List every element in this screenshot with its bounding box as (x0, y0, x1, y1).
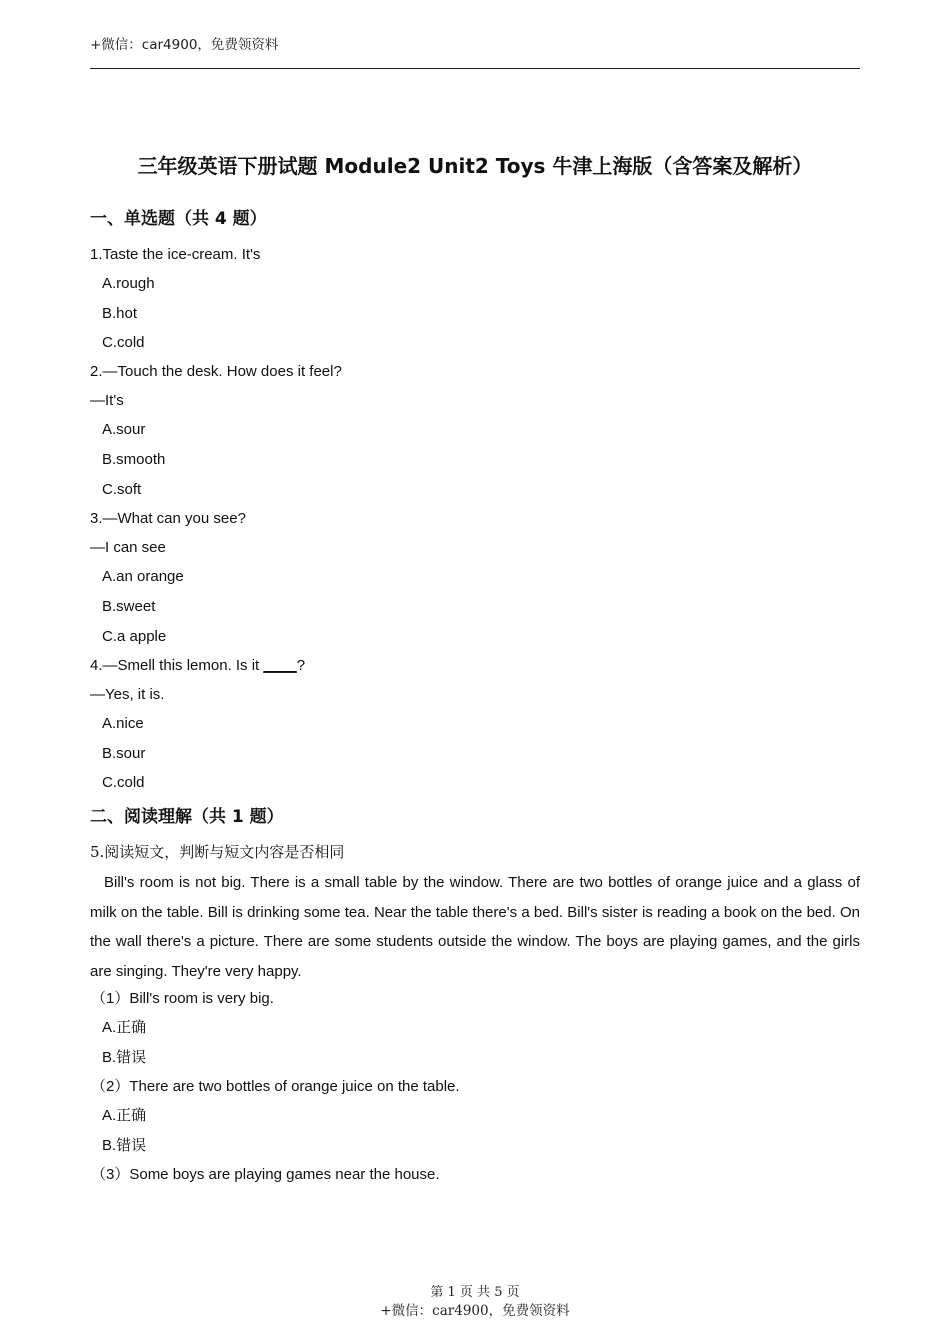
reading-item-2: （2）There are two bottles of orange juice on the table. (91, 1078, 460, 1095)
reading-item-1: （1）Bill's room is very big. (91, 990, 274, 1007)
reading-item-1-option-b: B.错误 (102, 1049, 147, 1066)
question-4-stem (90, 656, 305, 676)
question-2-reply: —It's (90, 392, 124, 409)
section-heading-single-choice: 一、单选题（共 4 题） (90, 209, 267, 229)
question-3-stem: 3.—What can you see? (90, 510, 246, 527)
reading-item-2-option-a: A.正确 (102, 1107, 147, 1124)
question-4-option-b: B.sour (102, 745, 146, 762)
question-3-reply: —I can see (90, 539, 166, 556)
question-4-blank: ____ (263, 657, 297, 674)
question-4-reply: —Yes, it is. (90, 686, 165, 703)
reading-item-1-option-a: A.正确 (102, 1019, 147, 1036)
reading-item-3: （3）Some boys are playing games near the house. (91, 1166, 440, 1183)
reading-instruction: 5.阅读短文，判断与短文内容是否相同 (90, 843, 345, 861)
reading-passage: Bill's room is not big. There is a small table by the window. There are two bottles of orange juice and a glass of milk on the table. Bill is drinking some tea. Near the table there's a bed. Bill's sister is reading a book on the bed. On the wall there's a picture. There are some students outside the window. The boys are playing games, and the girls are singing. They're very happy. (90, 874, 860, 980)
page-number: 第 1 页 共 5 页 (430, 1285, 520, 1300)
question-3-option-b: B.sweet (102, 598, 156, 615)
question-2-option-c: C.soft (102, 481, 142, 498)
question-2-stem: 2.—Touch the desk. How does it feel? (90, 363, 342, 380)
reading-item-2-option-b: B.错误 (102, 1137, 147, 1154)
document-title: 三年级英语下册试题 Module2 Unit2 Toys 牛津上海版（含答案及解析） (137, 154, 813, 178)
question-1-option-c: C.cold (102, 334, 145, 351)
header-divider (90, 68, 860, 69)
question-1-stem: 1.Taste the ice-cream. It's (90, 246, 261, 263)
question-1-option-a: A.rough (102, 275, 155, 292)
question-2-option-a: A.sour (102, 421, 146, 438)
section-heading-reading: 二、阅读理解（共 1 题） (90, 807, 284, 827)
question-4-stem-end: ? (296, 657, 306, 674)
question-4-stem-start: 4.—Smell this lemon. Is it (90, 657, 264, 674)
page-footer-text: +微信：car4900，免费领资料 (380, 1303, 570, 1319)
question-4-option-a: A.nice (102, 715, 144, 732)
page-header-text: +微信：car4900，免费领资料 (90, 37, 279, 53)
question-2-option-b: B.smooth (102, 451, 166, 468)
question-3-option-c: C.a apple (102, 628, 167, 645)
question-3-option-a: A.an orange (102, 568, 184, 585)
question-4-option-c: C.cold (102, 774, 145, 791)
question-1-option-b: B.hot (102, 305, 138, 322)
